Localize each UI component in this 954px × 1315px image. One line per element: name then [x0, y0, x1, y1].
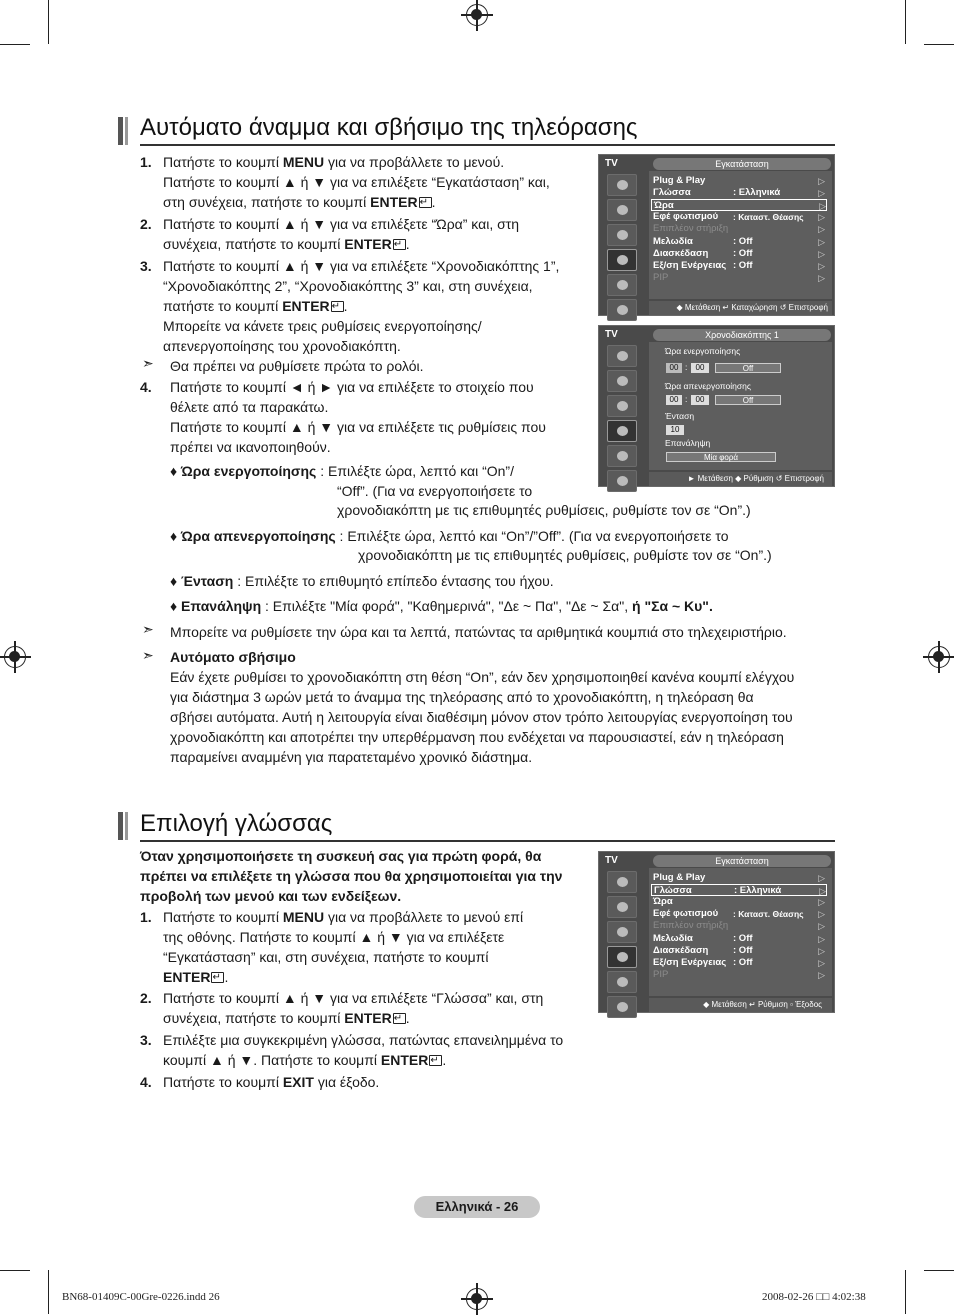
- menu-item-entertainment[interactable]: Διασκέδαση : Off ▷: [653, 945, 825, 956]
- step-4: Πατήστε το κουμπί EXIT για έξοδο.: [163, 1074, 380, 1090]
- osd-sidebar: [599, 868, 645, 1008]
- osd-title: Εγκατάσταση: [653, 158, 831, 170]
- enter-icon: [393, 239, 406, 250]
- step-number: 3.: [140, 258, 152, 274]
- enter-icon: [429, 1055, 442, 1066]
- setup-icon[interactable]: [607, 946, 637, 968]
- bullet-text: χρονοδιακόπτη με τις επιθυμητές ρυθμίσεις, ρυθμίστε τον σε “On”.): [358, 547, 772, 563]
- osd-menu-pane: [649, 342, 832, 470]
- crop-mark: [905, 1270, 906, 1314]
- channel-icon[interactable]: [607, 224, 637, 246]
- heading-underline: [140, 840, 835, 842]
- osd-footer: ◆ Μετάθεση ↵ Καταχώρηση ↺ Επιστροφή: [649, 301, 832, 315]
- enter-icon: [331, 301, 344, 312]
- input-icon[interactable]: [607, 971, 637, 993]
- osd-setup-menu: [598, 154, 835, 316]
- setup-icon[interactable]: [607, 249, 637, 271]
- note-text: Θα πρέπει να ρυθμίσετε πρώτα το ρολόι.: [170, 358, 424, 374]
- enter-icon: [393, 1013, 406, 1024]
- menu-item-pip: PIP ▷: [653, 969, 825, 980]
- print-timestamp: 2008-02-26 □□ 4:02:38: [762, 1291, 866, 1303]
- crop-mark: [48, 1270, 49, 1314]
- bullet-text: χρονοδιακόπτη με τις επιθυμητές ρυθμίσεις, ρυθμίστε τον σε “On”.): [337, 502, 751, 518]
- menu-item-pip: PIP ▷: [653, 272, 825, 283]
- page-number-badge: Ελληνικά - 26: [414, 1196, 540, 1218]
- tv-label: TV: [605, 158, 618, 169]
- crop-mark: [0, 44, 30, 45]
- heading-bar: [125, 117, 128, 145]
- time-separator: :: [685, 362, 688, 372]
- bullet-on-time: ♦ Ώρα ενεργοποίησης : Επιλέξτε ώρα, λεπτό και “On”/: [170, 463, 514, 479]
- sound-icon[interactable]: [607, 370, 637, 392]
- osd-sidebar: [599, 342, 645, 482]
- menu-item-light-effect[interactable]: Εφέ φωτισμού : Καταστ. Θέασης ▷: [653, 908, 825, 919]
- menu-item-light-effect[interactable]: Εφέ φωτισμού : Καταστ. Θέασης ▷: [653, 211, 825, 222]
- volume-label: Ένταση: [665, 411, 695, 421]
- picture-icon[interactable]: [607, 174, 637, 196]
- crop-mark: [0, 1270, 30, 1271]
- step-number: 4.: [140, 1074, 152, 1090]
- on-minute-field[interactable]: 00: [691, 363, 709, 373]
- bullet-text: “Off”. (Για να ενεργοποιήσετε το: [337, 483, 533, 499]
- enter-icon: [419, 197, 432, 208]
- application-icon[interactable]: [607, 299, 637, 321]
- menu-item-extra-support: Επιπλέον στήριξη ▷: [653, 920, 825, 931]
- on-time-label: Ώρα ενεργοποίησης: [665, 346, 741, 356]
- step-3: Επιλέξτε μια συγκεκριμένη γλώσσα, πατώντας επανειλημμένα το κουμπί ▲ ή ▼. Πατήστε το κουμπί ENTER↵ .: [163, 1030, 563, 1070]
- bullet-off-time: ♦ Ώρα απενεργοποίησης : Επιλέξτε ώρα, λεπτό και “On”/”Off”. (Για να ενεργοποιήσετε το: [170, 528, 729, 544]
- section-title: Αυτόματο άναμμα και σβήσιμο της τηλεόρασης: [140, 114, 638, 141]
- registration-mark-icon: [4, 646, 26, 668]
- step-number: 2.: [140, 990, 152, 1006]
- menu-item-melody[interactable]: Μελωδία : Off ▷: [653, 236, 825, 247]
- step-number: 1.: [140, 154, 152, 170]
- menu-item-plug-play[interactable]: Plug & Play ▷: [653, 872, 825, 883]
- osd-menu-pane: [649, 171, 832, 299]
- step-number: 3.: [140, 1032, 152, 1048]
- osd-timer-menu: [598, 325, 835, 487]
- on-state-field[interactable]: Off: [715, 363, 781, 373]
- menu-item-language[interactable]: Γλώσσα : Ελληνικά ▷: [653, 187, 825, 198]
- application-icon[interactable]: [607, 996, 637, 1018]
- enter-icon: [211, 972, 224, 983]
- crop-mark: [924, 44, 954, 45]
- step-number: 4.: [140, 379, 152, 395]
- step-2: Πατήστε το κουμπί ▲ ή ▼ για να επιλέξετε “Γλώσσα” και, στη συνέχεια, πατήστε το κουμπί ENTER↵ .: [163, 988, 543, 1028]
- sound-icon[interactable]: [607, 199, 637, 221]
- osd-setup-menu: [598, 851, 835, 1013]
- registration-mark-icon: [928, 646, 950, 668]
- menu-item-extra-support: Επιπλέον στήριξη ▷: [653, 223, 825, 234]
- crop-mark: [48, 0, 49, 44]
- note-arrow-icon: ➣: [142, 647, 154, 663]
- osd-title: Εγκατάσταση: [653, 855, 831, 867]
- step-number: 2.: [140, 216, 152, 232]
- heading-underline: [140, 144, 835, 146]
- picture-icon[interactable]: [607, 345, 637, 367]
- menu-item-entertainment[interactable]: Διασκέδαση : Off ▷: [653, 248, 825, 259]
- heading-bar: [118, 812, 123, 840]
- note-arrow-icon: ➣: [142, 621, 154, 637]
- step-3: Πατήστε το κουμπί ▲ ή ▼ για να επιλέξετε “Χρονοδιακόπτης 1”, “Χρονοδιακόπτης 2”, “Χρονοδιακόπτης 3” και, στη συνέχεια, πατήστε το κουμπί ENTER↵ . Μπορείτε να κάνετε τρεις ρυθμίσεις ενεργοποίησης/ απενεργοποίησης του χρονοδιακόπτη.: [163, 256, 559, 356]
- menu-item-energy-saving[interactable]: Εξ/ση Ενέργειας : Off ▷: [653, 260, 825, 271]
- off-hour-field[interactable]: 00: [666, 395, 682, 405]
- bullet-repeat: ♦ Επανάληψη : Επιλέξτε "Μία φορά", "Καθημερινά", "Δε ~ Πα", "Δε ~ Σα", ή "Σα ~ Κυ".: [170, 598, 713, 614]
- step-number: 1.: [140, 909, 152, 925]
- repeat-label: Επανάληψη: [665, 438, 711, 448]
- crop-mark: [905, 0, 906, 44]
- osd-menu-pane: [649, 868, 832, 996]
- input-icon[interactable]: [607, 445, 637, 467]
- picture-icon[interactable]: [607, 871, 637, 893]
- crop-mark: [924, 1270, 954, 1271]
- osd-title: Χρονοδιακόπτης 1: [653, 329, 831, 341]
- setup-icon[interactable]: [607, 420, 637, 442]
- off-minute-field[interactable]: 00: [691, 395, 709, 405]
- volume-field[interactable]: 10: [666, 425, 684, 435]
- input-icon[interactable]: [607, 274, 637, 296]
- off-time-label: Ώρα απενεργοποίησης: [665, 381, 751, 391]
- bullet-volume: ♦ Ένταση : Επιλέξτε το επιθυμητό επίπεδο έντασης του ήχου.: [170, 573, 554, 589]
- heading-bar: [125, 812, 128, 840]
- step-1: Πατήστε το κουμπί MENU για να προβάλλετε το μενού. Πατήστε το κουμπί ▲ ή ▼ για να επιλέξετε “Εγκατάσταση” και, στη συνέχεια, πατήστε το κουμπί ENTER↵ .: [163, 152, 550, 212]
- step-1: Πατήστε το κουμπί MENU για να προβάλλετε το μενού επί της οθόνης. Πατήστε το κουμπί ▲ ή ▼ για να επιλέξετε “Εγκατάσταση” και, στη συνέχεια, πατήστε το κουμπί ENTER↵ .: [163, 907, 523, 987]
- menu-item-energy-saving[interactable]: Εξ/ση Ενέργειας : Off ▷: [653, 957, 825, 968]
- osd-sidebar: [599, 171, 645, 311]
- step-2: Πατήστε το κουμπί ▲ ή ▼ για να επιλέξετε “Ώρα” και, στη συνέχεια, πατήστε το κουμπί ENTER↵ .: [163, 214, 519, 254]
- off-state-field[interactable]: Off: [715, 395, 781, 405]
- channel-icon[interactable]: [607, 395, 637, 417]
- sound-icon[interactable]: [607, 896, 637, 918]
- osd-footer: ◆ Μετάθεση ↵ Ρύθμιση ▫ Έξοδος: [649, 998, 832, 1012]
- note-arrow-icon: ➣: [142, 355, 154, 371]
- menu-item-plug-play[interactable]: Plug & Play ▷: [653, 175, 825, 186]
- auto-off-note: Αυτόματο σβήσιμο Εάν έχετε ρυθμίσει το χρονοδιακόπτη στη θέση “On”, εάν δεν χρησιμοποιηθεί κανένα κουμπί ελέγχου για διάστημα 3 ωρών μετά το άναμμα της τηλεόρασης από το χρονοδιακόπτη, η τηλεόραση θα σβήσει αυτόματα. Αυτή η λειτουργία είναι διαθέσιμη μόνον στον τρόπο λειτουργίας ενεργοποίηση του χρονοδιακόπτη και αποτρέπει την υπερθέρμανση που ενδέχεται να παρουσιαστεί, εάν η τηλεόραση παραμείνει αναμμένη για παρατεταμένο χρονικό διάστημα.: [170, 649, 795, 765]
- time-separator: :: [685, 394, 688, 404]
- repeat-field[interactable]: Μία φορά: [666, 452, 776, 462]
- menu-item-language[interactable]: Γλώσσα : Ελληνικά ▷: [651, 884, 827, 896]
- step-4: Πατήστε το κουμπί ◄ ή ► για να επιλέξετε το στοιχείο που θέλετε από τα παρακάτω. Πατήστε το κουμπί ▲ ή ▼ για να επιλέξετε τις ρυθμίσεις που πρέπει να ικανοποιηθούν.: [170, 379, 546, 455]
- osd-footer: ► Μετάθεση ◆ Ρύθμιση ↺ Επιστροφή: [649, 472, 832, 486]
- menu-item-time[interactable]: Ώρα ▷: [651, 199, 827, 211]
- tv-label: TV: [605, 329, 618, 340]
- channel-icon[interactable]: [607, 921, 637, 943]
- registration-mark-icon: [466, 1288, 488, 1310]
- intro-text: Όταν χρησιμοποιήσετε τη συσκευή σας για πρώτη φορά, θα πρέπει να επιλέξετε τη γλώσσα που θα χρησιμοποιείται για την προβολή των μενού και των ενδείξεων.: [140, 848, 563, 904]
- menu-item-time[interactable]: Ώρα ▷: [653, 896, 825, 907]
- print-file-info: BN68-01409C-00Gre-0226.indd 26: [62, 1291, 220, 1303]
- menu-item-melody[interactable]: Μελωδία : Off ▷: [653, 933, 825, 944]
- section-title: Επιλογή γλώσσας: [140, 810, 333, 837]
- registration-mark-icon: [466, 4, 488, 26]
- on-hour-field[interactable]: 00: [666, 363, 682, 373]
- note-text: Μπορείτε να ρυθμίσετε την ώρα και τα λεπτά, πατώντας τα αριθμητικά κουμπιά στο τηλεχειριστήριο.: [170, 624, 787, 640]
- heading-bar: [118, 117, 123, 145]
- application-icon[interactable]: [607, 470, 637, 492]
- tv-label: TV: [605, 855, 618, 866]
